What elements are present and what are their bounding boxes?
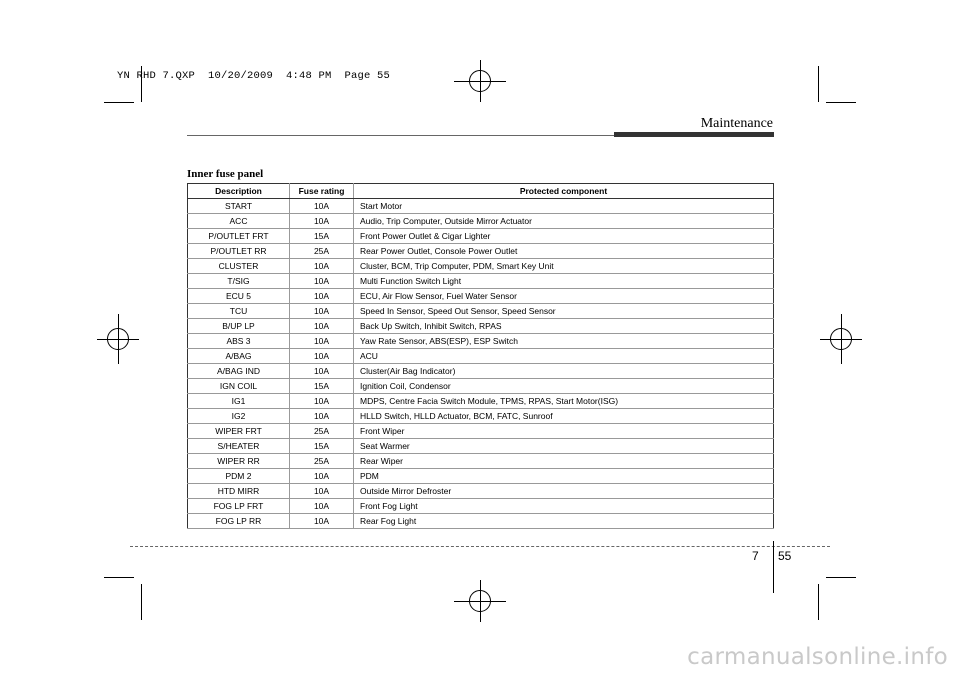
table-row — [188, 244, 774, 259]
cell-protected-component: Rear Wiper — [354, 454, 774, 469]
column-header-description: Description — [188, 184, 290, 199]
cell-protected-component: HLLD Switch, HLLD Actuator, BCM, FATC, Sunroof — [354, 409, 774, 424]
cell-description: IGN COIL — [188, 379, 290, 394]
cell-protected-component: Audio, Trip Computer, Outside Mirror Actuator — [354, 214, 774, 229]
cell-protected-component: Start Motor — [354, 199, 774, 214]
cell-fuse-rating: 10A — [290, 499, 354, 514]
table-title: Inner fuse panel — [187, 168, 264, 180]
crop-mark — [826, 577, 856, 578]
cell-fuse-rating: 10A — [290, 334, 354, 349]
cell-fuse-rating: 10A — [290, 259, 354, 274]
table-row — [188, 334, 774, 349]
cell-protected-component: Multi Function Switch Light — [354, 274, 774, 289]
cell-fuse-rating: 25A — [290, 454, 354, 469]
cell-description: B/UP LP — [188, 319, 290, 334]
cell-description: IG2 — [188, 409, 290, 424]
table-row — [188, 379, 774, 394]
cell-fuse-rating: 10A — [290, 409, 354, 424]
crop-mark — [104, 102, 134, 103]
cell-protected-component: Front Wiper — [354, 424, 774, 439]
cell-description: S/HEATER — [188, 439, 290, 454]
table-row — [188, 469, 774, 484]
page-number: 55 — [778, 549, 792, 563]
table-row — [188, 439, 774, 454]
column-header-protected-component: Protected component — [354, 184, 774, 199]
cell-description: CLUSTER — [188, 259, 290, 274]
cell-protected-component: Speed In Sensor, Speed Out Sensor, Speed Sensor — [354, 304, 774, 319]
table-header-row — [188, 184, 774, 199]
table-row — [188, 454, 774, 469]
cell-fuse-rating: 10A — [290, 274, 354, 289]
crop-mark — [826, 102, 856, 103]
cell-description: PDM 2 — [188, 469, 290, 484]
cell-fuse-rating: 25A — [290, 424, 354, 439]
cell-protected-component: PDM — [354, 469, 774, 484]
print-slug: YN RHD 7.QXP 10/20/2009 4:48 PM Page 55 — [117, 70, 391, 82]
cell-fuse-rating: 25A — [290, 244, 354, 259]
cell-description: START — [188, 199, 290, 214]
cell-protected-component: MDPS, Centre Facia Switch Module, TPMS, RPAS, Start Motor(ISG) — [354, 394, 774, 409]
cell-protected-component: Rear Power Outlet, Console Power Outlet — [354, 244, 774, 259]
cell-description: WIPER RR — [188, 454, 290, 469]
cell-description: FOG LP RR — [188, 514, 290, 529]
cell-fuse-rating: 10A — [290, 199, 354, 214]
header-rule — [187, 135, 614, 136]
cell-protected-component: Rear Fog Light — [354, 514, 774, 529]
cell-fuse-rating: 10A — [290, 289, 354, 304]
cell-description: P/OUTLET RR — [188, 244, 290, 259]
cell-description: HTD MIRR — [188, 484, 290, 499]
cell-protected-component: Back Up Switch, Inhibit Switch, RPAS — [354, 319, 774, 334]
cell-fuse-rating: 10A — [290, 364, 354, 379]
footer-rule — [130, 546, 830, 547]
table-row — [188, 214, 774, 229]
crop-mark — [104, 577, 134, 578]
table-row — [188, 409, 774, 424]
cell-description: ACC — [188, 214, 290, 229]
crop-mark — [818, 66, 819, 102]
table-row — [188, 229, 774, 244]
cell-fuse-rating: 10A — [290, 394, 354, 409]
table-body — [188, 199, 774, 529]
table-row — [188, 259, 774, 274]
header-rule-accent — [614, 132, 774, 137]
cell-fuse-rating: 10A — [290, 514, 354, 529]
chapter-number: 7 — [752, 549, 759, 563]
table-row — [188, 499, 774, 514]
cell-protected-component: Front Power Outlet & Cigar Lighter — [354, 229, 774, 244]
cell-description: IG1 — [188, 394, 290, 409]
cell-fuse-rating: 15A — [290, 439, 354, 454]
watermark: carmanualsonline.info — [687, 644, 948, 670]
cell-fuse-rating: 10A — [290, 304, 354, 319]
cell-protected-component: Cluster, BCM, Trip Computer, PDM, Smart Key Unit — [354, 259, 774, 274]
table-row — [188, 349, 774, 364]
cell-fuse-rating: 10A — [290, 214, 354, 229]
cell-description: ABS 3 — [188, 334, 290, 349]
cell-description: T/SIG — [188, 274, 290, 289]
cell-fuse-rating: 10A — [290, 469, 354, 484]
section-title: Maintenance — [700, 116, 773, 131]
crop-mark — [818, 584, 819, 620]
cell-protected-component: Yaw Rate Sensor, ABS(ESP), ESP Switch — [354, 334, 774, 349]
cell-description: ECU 5 — [188, 289, 290, 304]
table-row — [188, 289, 774, 304]
cell-description: P/OUTLET FRT — [188, 229, 290, 244]
cell-protected-component: Outside Mirror Defroster — [354, 484, 774, 499]
table-row — [188, 394, 774, 409]
table-row — [188, 364, 774, 379]
cell-protected-component: Ignition Coil, Condensor — [354, 379, 774, 394]
table-row — [188, 484, 774, 499]
table-row — [188, 274, 774, 289]
cell-fuse-rating: 10A — [290, 349, 354, 364]
cell-description: TCU — [188, 304, 290, 319]
table-row — [188, 304, 774, 319]
cell-description: A/BAG — [188, 349, 290, 364]
cell-protected-component: ACU — [354, 349, 774, 364]
cell-fuse-rating: 10A — [290, 484, 354, 499]
cell-description: WIPER FRT — [188, 424, 290, 439]
fuse-table — [187, 183, 774, 529]
cell-description: FOG LP FRT — [188, 499, 290, 514]
cell-protected-component: Cluster(Air Bag Indicator) — [354, 364, 774, 379]
table-row — [188, 424, 774, 439]
cell-protected-component: Seat Warmer — [354, 439, 774, 454]
table-row — [188, 199, 774, 214]
table-row — [188, 319, 774, 334]
table-row — [188, 514, 774, 529]
cell-fuse-rating: 15A — [290, 379, 354, 394]
cell-description: A/BAG IND — [188, 364, 290, 379]
cell-fuse-rating: 10A — [290, 319, 354, 334]
cell-protected-component: Front Fog Light — [354, 499, 774, 514]
crop-mark — [141, 584, 142, 620]
cell-fuse-rating: 15A — [290, 229, 354, 244]
page-number-separator — [773, 541, 774, 593]
column-header-fuse-rating: Fuse rating — [290, 184, 354, 199]
cell-protected-component: ECU, Air Flow Sensor, Fuel Water Sensor — [354, 289, 774, 304]
